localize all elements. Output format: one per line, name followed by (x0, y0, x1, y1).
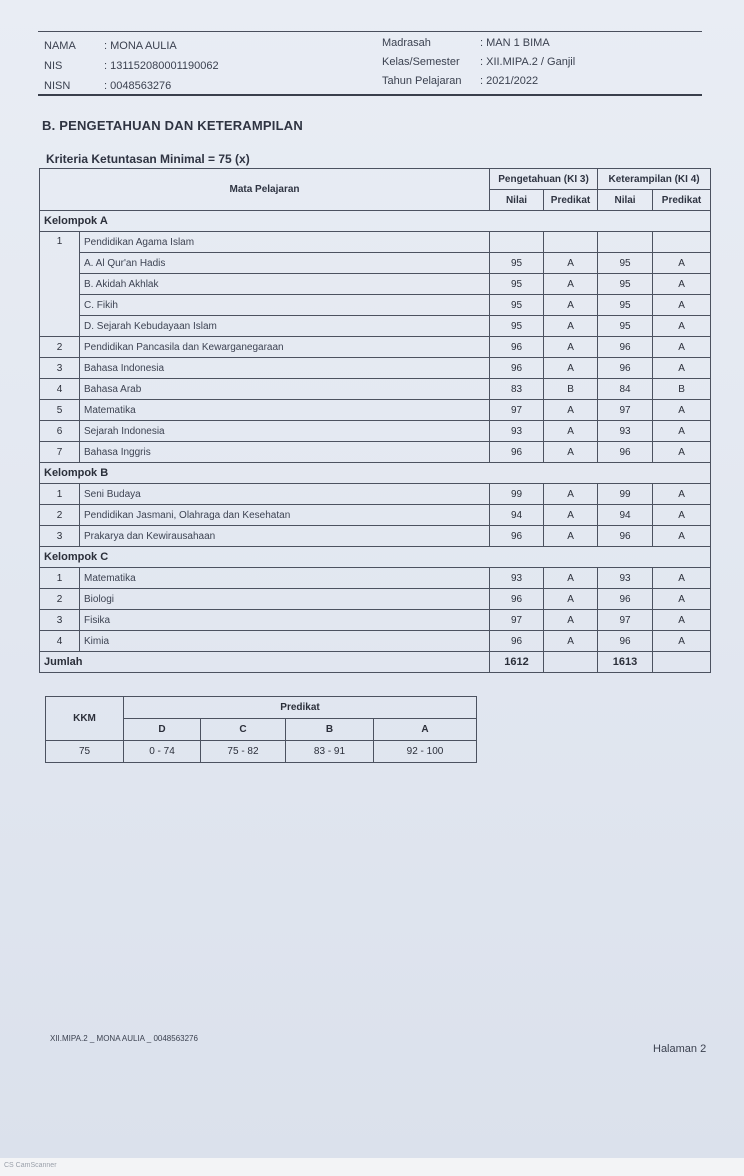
ki4-predikat (653, 232, 711, 253)
ki3-predikat: A (544, 274, 598, 295)
ki3-nilai (490, 232, 544, 253)
ki4-nilai: 96 (598, 337, 653, 358)
header-top-divider (38, 31, 702, 32)
ki3-predikat: A (544, 526, 598, 547)
ki3-nilai: 96 (490, 337, 544, 358)
ki3-nilai: 83 (490, 379, 544, 400)
subject-name: Fisika (80, 610, 490, 631)
ki4-nilai: 96 (598, 631, 653, 652)
subject-name: Sejarah Indonesia (80, 421, 490, 442)
ki4-nilai: 96 (598, 589, 653, 610)
ki3-nilai: 95 (490, 253, 544, 274)
kkm-grade-b: B (286, 719, 374, 741)
row-number: 1 (40, 484, 80, 505)
subject-name: D. Sejarah Kebudayaan Islam (80, 316, 490, 337)
ki3-predikat: A (544, 442, 598, 463)
subject-name: Pendidikan Agama Islam (80, 232, 490, 253)
ki3-predikat: A (544, 589, 598, 610)
value-tahun-pelajaran: : 2021/2022 (480, 75, 539, 87)
total-ki4-nilai: 1613 (598, 652, 653, 673)
ki4-nilai: 95 (598, 253, 653, 274)
ki4-predikat: A (653, 568, 711, 589)
ki3-nilai: 97 (490, 610, 544, 631)
ki4-predikat: A (653, 400, 711, 421)
value-nis: : 131152080001190062 (104, 60, 219, 72)
value-kelas-semester: : XII.MIPA.2 / Ganjil (480, 56, 576, 68)
ki3-header: Pengetahuan (KI 3) (490, 169, 598, 190)
ki3-nilai: 97 (490, 400, 544, 421)
row-number: 4 (40, 631, 80, 652)
ki3-nilai: 95 (490, 316, 544, 337)
table-row (40, 253, 711, 274)
label-nama: NAMA (44, 40, 76, 52)
table-row (40, 379, 711, 400)
group-row (40, 211, 711, 232)
kkm-value: 75 (46, 741, 124, 763)
total-ki3-nilai: 1612 (490, 652, 544, 673)
table-row (40, 274, 711, 295)
ki4-predikat: A (653, 505, 711, 526)
subject-name: C. Fikih (80, 295, 490, 316)
ki3-nilai: 96 (490, 589, 544, 610)
group-label: Kelompok B (40, 463, 711, 484)
ki3-nilai: 96 (490, 442, 544, 463)
table-row (40, 442, 711, 463)
ki3-predikat: A (544, 253, 598, 274)
row-number: 2 (40, 337, 80, 358)
ki3-predikat: A (544, 568, 598, 589)
table-row (40, 400, 711, 421)
ki4-predikat: A (653, 631, 711, 652)
row-number: 3 (40, 358, 80, 379)
table-row (40, 568, 711, 589)
table-row (40, 295, 711, 316)
subject-name: Kimia (80, 631, 490, 652)
subject-name: Matematika (80, 400, 490, 421)
ki3-nilai: 93 (490, 421, 544, 442)
grades-body (40, 211, 711, 673)
ki3-predikat: A (544, 400, 598, 421)
ki3-predikat: B (544, 379, 598, 400)
table-row (40, 631, 711, 652)
subject-name: Pendidikan Pancasila dan Kewarganegaraan (80, 337, 490, 358)
row-number: 2 (40, 505, 80, 526)
ki4-nilai: 93 (598, 568, 653, 589)
ki3-nilai: 96 (490, 631, 544, 652)
ki4-nilai: 96 (598, 526, 653, 547)
table-row (40, 421, 711, 442)
section-title: B. PENGETAHUAN DAN KETERAMPILAN (42, 118, 303, 133)
ki4-predikat: A (653, 358, 711, 379)
value-madrasah: : MAN 1 BIMA (480, 37, 550, 49)
ki3-predikat-header: Predikat (544, 190, 598, 211)
row-number: 1 (40, 568, 80, 589)
ki4-nilai: 95 (598, 274, 653, 295)
kkm-grade-a: A (374, 719, 477, 741)
ki3-predikat: A (544, 421, 598, 442)
ki4-nilai: 97 (598, 610, 653, 631)
row-number: 7 (40, 442, 80, 463)
subject-name: Matematika (80, 568, 490, 589)
table-row (40, 358, 711, 379)
row-number: 2 (40, 589, 80, 610)
subject-name: Bahasa Arab (80, 379, 490, 400)
subject-name: Biologi (80, 589, 490, 610)
kkm-range-c: 75 - 82 (201, 741, 286, 763)
grades-table (39, 168, 711, 673)
label-kelas-semester: Kelas/Semester (382, 56, 460, 68)
subject-name: Pendidikan Jasmani, Olahraga dan Kesehatan (80, 505, 490, 526)
ki3-predikat: A (544, 631, 598, 652)
kkm-grade-c: C (201, 719, 286, 741)
ki4-predikat: A (653, 484, 711, 505)
table-row (40, 337, 711, 358)
ki3-nilai: 94 (490, 505, 544, 526)
ki4-predikat: A (653, 526, 711, 547)
ki4-nilai: 94 (598, 505, 653, 526)
footer-page-number: Halaman 2 (653, 1043, 707, 1055)
ki3-predikat: A (544, 505, 598, 526)
table-row (40, 316, 711, 337)
value-nama: : MONA AULIA (104, 40, 177, 52)
ki4-predikat: A (653, 589, 711, 610)
subject-name: Bahasa Indonesia (80, 358, 490, 379)
ki3-nilai: 96 (490, 358, 544, 379)
total-row (40, 652, 711, 673)
ki3-nilai: 96 (490, 526, 544, 547)
label-madrasah: Madrasah (382, 37, 431, 49)
ki4-nilai: 93 (598, 421, 653, 442)
scanner-watermark (0, 1158, 744, 1176)
ki4-nilai: 95 (598, 316, 653, 337)
group-row (40, 547, 711, 568)
kkm-predikat-label: Predikat (124, 697, 477, 719)
ki4-predikat: A (653, 421, 711, 442)
ki3-predikat: A (544, 610, 598, 631)
row-number: 3 (40, 526, 80, 547)
total-ki4-predikat (653, 652, 711, 673)
group-row (40, 463, 711, 484)
ki4-predikat: A (653, 253, 711, 274)
kkm-range-a: 92 - 100 (374, 741, 477, 763)
table-row (40, 232, 711, 253)
row-number: 5 (40, 400, 80, 421)
subject-name: B. Akidah Akhlak (80, 274, 490, 295)
ki4-nilai: 84 (598, 379, 653, 400)
kkm-table (45, 696, 477, 763)
ki4-predikat: A (653, 295, 711, 316)
ki3-predikat: A (544, 484, 598, 505)
label-nis: NIS (44, 60, 63, 72)
scanner-mark-text: CS CamScanner (4, 1162, 57, 1169)
ki4-predikat: B (653, 379, 711, 400)
kkm-label: KKM (46, 697, 124, 741)
label-tahun-pelajaran: Tahun Pelajaran (382, 75, 462, 87)
subject-name: Prakarya dan Kewirausahaan (80, 526, 490, 547)
ki4-nilai: 95 (598, 295, 653, 316)
header-bottom-divider (38, 94, 702, 96)
table-row (40, 610, 711, 631)
ki3-nilai: 99 (490, 484, 544, 505)
ki3-nilai: 95 (490, 274, 544, 295)
table-row (40, 505, 711, 526)
ki3-nilai: 93 (490, 568, 544, 589)
ki3-predikat: A (544, 295, 598, 316)
subject-name: Seni Budaya (80, 484, 490, 505)
total-label: Jumlah (40, 652, 490, 673)
subject-header: Mata Pelajaran (40, 169, 490, 211)
ki3-nilai: 95 (490, 295, 544, 316)
row-number: 6 (40, 421, 80, 442)
ki4-predikat: A (653, 337, 711, 358)
ki4-header: Keterampilan (KI 4) (598, 169, 711, 190)
kkm-grade-d: D (124, 719, 201, 741)
kkm-title: Kriteria Ketuntasan Minimal = 75 (x) (46, 152, 250, 166)
ki3-predikat: A (544, 316, 598, 337)
ki3-predikat (544, 232, 598, 253)
value-nisn: : 0048563276 (104, 80, 172, 92)
kkm-range-b: 83 - 91 (286, 741, 374, 763)
ki3-predikat: A (544, 358, 598, 379)
ki4-predikat: A (653, 442, 711, 463)
ki4-nilai: 99 (598, 484, 653, 505)
subject-name: Bahasa Inggris (80, 442, 490, 463)
ki4-predikat: A (653, 316, 711, 337)
ki3-nilai-header: Nilai (490, 190, 544, 211)
row-number: 4 (40, 379, 80, 400)
table-row (40, 484, 711, 505)
ki4-nilai: 97 (598, 400, 653, 421)
ki4-predikat-header: Predikat (653, 190, 711, 211)
table-row (40, 526, 711, 547)
ki4-predikat: A (653, 274, 711, 295)
row-number: 3 (40, 610, 80, 631)
ki4-nilai (598, 232, 653, 253)
subject-name: A. Al Qur'an Hadis (80, 253, 490, 274)
total-ki3-predikat (544, 652, 598, 673)
ki4-predikat: A (653, 610, 711, 631)
ki4-nilai-header: Nilai (598, 190, 653, 211)
footer-student-id: XII.MIPA.2 _ MONA AULIA _ 0048563276 (50, 1034, 198, 1043)
ki4-nilai: 96 (598, 358, 653, 379)
table-row (40, 589, 711, 610)
ki4-nilai: 96 (598, 442, 653, 463)
ki3-predikat: A (544, 337, 598, 358)
group-label: Kelompok C (40, 547, 711, 568)
row-number: 1 (40, 232, 80, 337)
label-nisn: NISN (44, 80, 71, 92)
kkm-range-d: 0 - 74 (124, 741, 201, 763)
group-label: Kelompok A (40, 211, 711, 232)
